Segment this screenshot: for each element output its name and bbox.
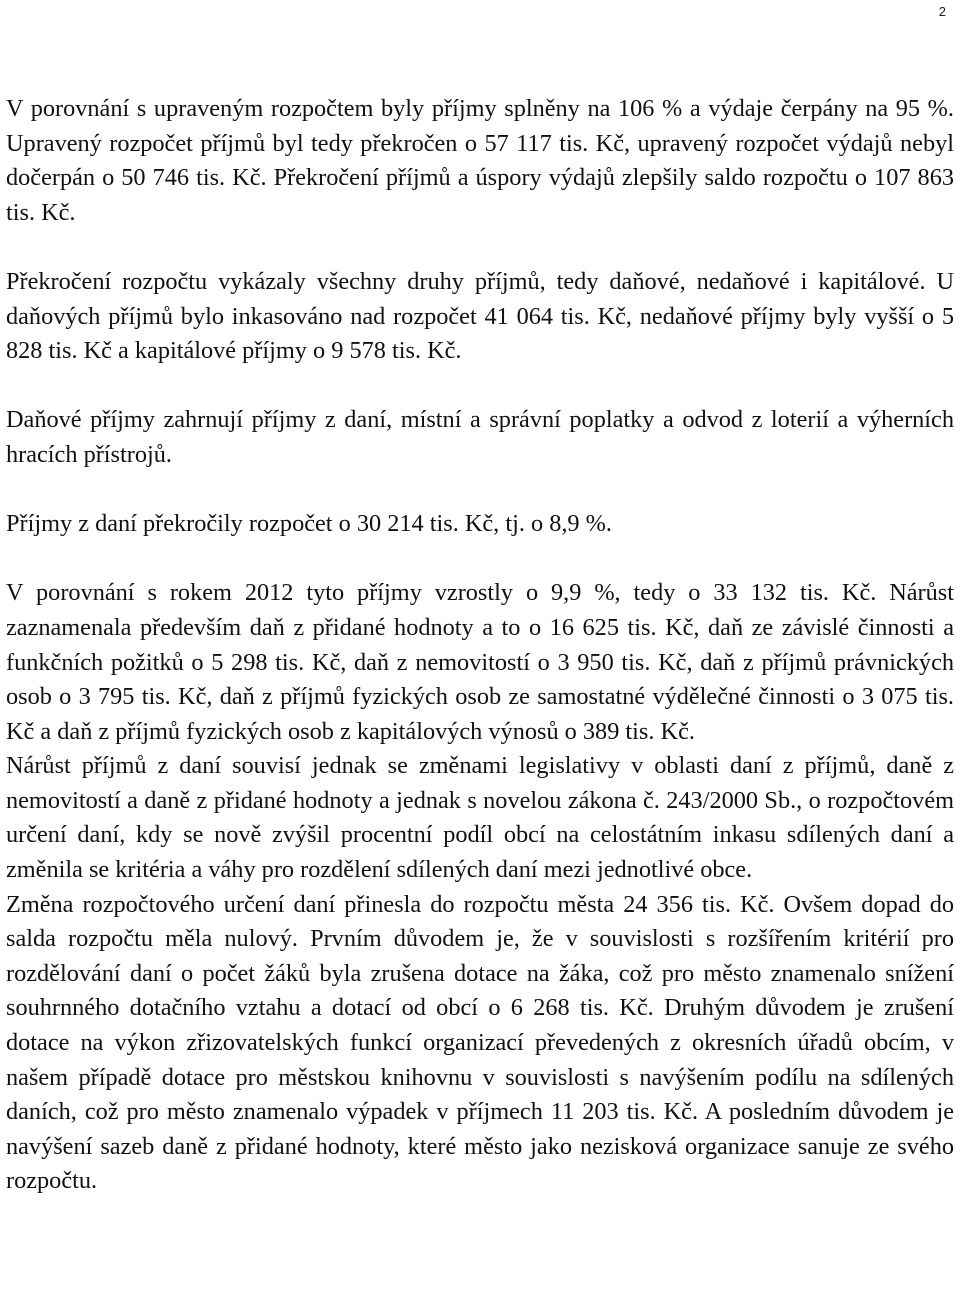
document-body bbox=[6, 92, 954, 1199]
paragraph-revenue-overrun: Překročení rozpočtu vykázaly všechny druhy příjmů, tedy daňové, nedaňové i kapitálové. U daňových příjmů bylo inkasováno nad rozpočet 41 064 tis. Kč, nedaňové příjmy byly vyšší o 5 828 tis. Kč a kapitálové příjmy o 9 578 tis. Kč. bbox=[6, 267, 954, 365]
paragraph-tax-revenue-definition: Daňové příjmy zahrnují příjmy z daní, místní a správní poplatky a odvod z loterií a výherních hracích přístrojů. bbox=[6, 406, 954, 468]
paragraph-budget-comparison: V porovnání s upraveným rozpočtem byly příjmy splněny na 106 % a výdaje čerpány na 95 %. Upravený rozpočet příjmů byl tedy překročen o 57 117 tis. Kč, upravený rozpočet výdajů nebyl dočerpán o 50 746 tis. Kč. Překročení příjmů a úspory výdajů zlepšily saldo rozpočtu o 107 863 tis. Kč. bbox=[6, 95, 954, 226]
page-number: 2 bbox=[938, 4, 946, 19]
paragraph-year-comparison: V porovnání s rokem 2012 tyto příjmy vzrostly o 9,9 %, tedy o 33 132 tis. Kč. Nárůst zaznamenala především daň z přidané hodnoty a to o 16 625 tis. Kč, daň ze závislé činnosti a funkčních požitků o 5 298 tis. Kč, daň z nemovitostí o 3 950 tis. Kč, daň z příjmů právnických osob o 3 795 tis. Kč, daň z příjmů fyzických osob ze samostatné výdělečné činnosti o 3 075 tis. Kč a daň z příjmů fyzických osob z kapitálových výnosů o 389 tis. Kč. bbox=[6, 579, 954, 745]
paragraph-tax-income-overrun: Příjmy z daní překročily rozpočet o 30 214 tis. Kč, tj. o 8,9 %. bbox=[6, 510, 612, 538]
paragraph-tax-allocation-change: Změna rozpočtového určení daní přinesla do rozpočtu města 24 356 tis. Kč. Ovšem dopad do salda rozpočtu měla nulový. Prvním důvodem je, že v souvislosti s rozšířením kritérií pro rozdělování daní o počet žáků byla zrušena dotace na žáka, což pro město znamenalo snížení souhrnného dotačního vztahu a dotací od obcí o 6 268 tis. Kč. Druhým důvodem je zrušení dotace na výkon zřizovatelských funkcí organizací převedených z okresních úřadů obcím, v našem případě dotace pro městskou knihovnu v souvislosti s navýšením podílu na sdílených daních, což pro město znamenalo výpadek v příjmech 11 203 tis. Kč. A posledním důvodem je navýšení sazeb daně z přidané hodnoty, které město jako nezisková organizace sanuje ze svého rozpočtu. bbox=[6, 890, 954, 1195]
paragraph-legislation: Nárůst příjmů z daní souvisí jednak se změnami legislativy v oblasti daní z příjmů, daně z nemovitostí a daně z přidané hodnoty a jednak s novelou zákona č. 243/2000 Sb., o rozpočtovém určení daní, kdy se nově zvýšil procentní podíl obcí na celostátním inkasu sdílených daní a změnila se kritéria a váhy pro rozdělení sdílených daní mezi jednotlivé obce. bbox=[6, 752, 954, 884]
